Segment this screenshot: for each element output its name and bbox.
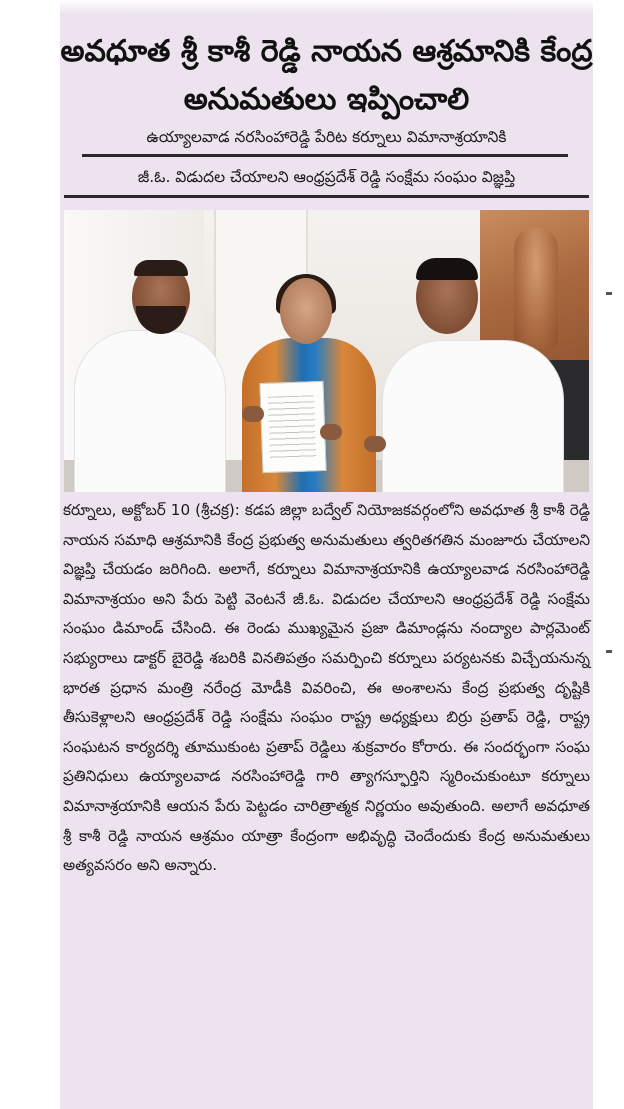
photo-hand: [364, 436, 386, 452]
clipping-top-edge: [60, 0, 593, 14]
newspaper-clipping: [60, 0, 593, 1109]
article-body: కర్నూలు, అక్టోబర్ 10 (శ్రీచక్ర): కడప జిల్లా బద్వేల్ నియోజకవర్గంలోని అవధూత శ్రీ కాశీ రెడ్డి నాయన సమాధి ఆశ్రమానికి కేంద్ర ప్రభుత్వ అనుమతులు త్వరితగతిన మంజూరు చేయాలని విజ్ఞప్తి చేయడం జరిగింది. అలాగే, కర్నూలు విమానాశ్రయానికి ఉయ్యాలవాడ నరసింహారెడ్డి విమానాశ్రయం అని పేరు పెట్టి వెంటనే జీ.ఓ. విడుదల చేయాలని ఆంధ్రప్రదేశ్ రెడ్డి సంక్షేమ సంఘం డిమాండ్ చేసింది. ఈ రెండు ముఖ్యమైన ప్రజా డిమాండ్లను నంద్యాల పార్లమెంట్ సభ్యురాలు డాక్టర్ బైరెడ్డి శబరికి వినతిపత్రం సమర్పించి కర్నూలు పర్యటనకు విచ్చేయనున్న భారత ప్రధాన మంత్రి నరేంద్ర మోడీకి వివరించి, ఈ అంశాలను కేంద్ర ప్రభుత్వ దృష్టికి తీసుకెళ్లాలని ఆంధ్రప్రదేశ్ రెడ్డి సంక్షేమ సంఘం రాష్ట్ర అధ్యక్షులు బిర్రు ప్రతాప్ రెడ్డి, రాష్ట్ర సంఘటన కార్యదర్శి తూముకుంట ప్రతాప్ రెడ్డిలు శుక్రవారం కోరారు. ఈ సందర్భంగా సంఘ ప్రతినిధులు ఉయ్యాలవాడ నరసింహారెడ్డి గారి త్యాగస్ఫూర్తిని స్మరించుకుంటూ కర్నూలు విమానాశ్రయానికి ఆయన పేరు పెట్టడం చారిత్రాత్మక నిర్ణయం అవుతుంది. అలాగే అవధూత శ్రీ కాశీ రెడ్డి నాయన ఆశ్రమం యాత్రా కేంద్రంగా అభివృద్ధి చెందేందుకు కేంద్ర అనుమతులు అత్యవసరం అని అన్నారు.: [63, 501, 590, 875]
subheading-underline-2: [64, 195, 589, 198]
photo-petition-letter-text: [268, 395, 316, 459]
photo-hand: [242, 406, 264, 422]
photo-person-left-hair: [134, 260, 188, 276]
subheading-line-1: ఉయ్యాలవాడ నరసింహారెడ్డి పేరిట కర్నూలు విమానాశ్రయానికి: [146, 128, 507, 146]
margin-mark: [606, 650, 612, 653]
subheading-line-2: జీ.ఓ. విడుదల చేయాలని ఆంధ్రప్రదేశ్ రెడ్డి సంక్షేమ సంఘం విజ్ఞప్తి: [137, 168, 516, 186]
headline: అవధూత శ్రీ కాశీ రెడ్డి నాయన ఆశ్రమానికి కేంద్ర అనుమతులు ఇప్పించాలి: [60, 34, 593, 117]
photo-relief-figure: [514, 228, 558, 348]
margin-mark: [606, 292, 612, 295]
photo-hand: [320, 424, 342, 440]
photo-person-right-hair: [416, 258, 478, 280]
photo-person-left: [74, 330, 226, 492]
photo-person-center-head: [280, 278, 332, 344]
photo-person-right: [382, 340, 564, 492]
news-photo: [64, 210, 589, 492]
subheading-underline-1: [82, 154, 568, 157]
